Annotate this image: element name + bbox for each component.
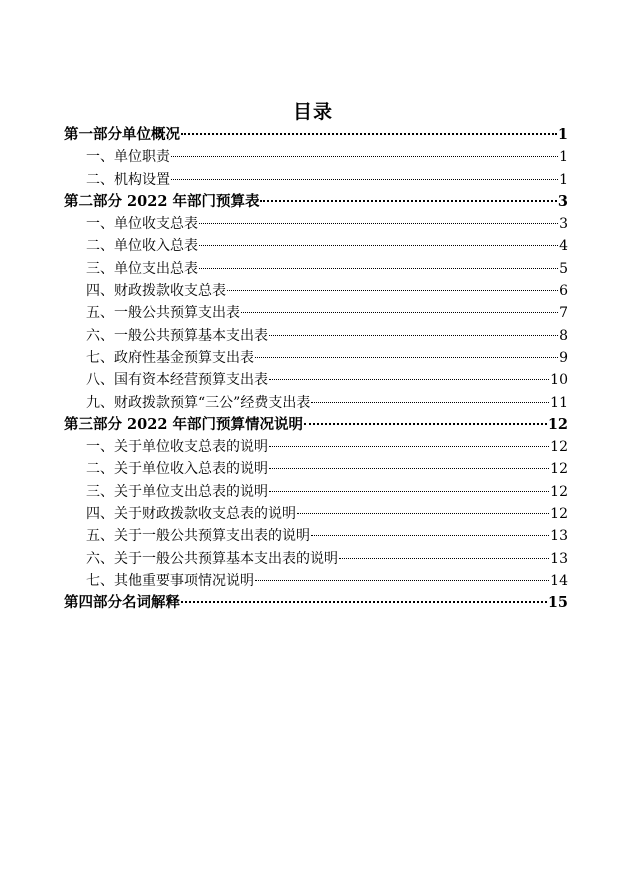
- toc-entry-label: 七、其他重要事项情况说明: [86, 572, 254, 589]
- toc-title: 目录: [292, 101, 333, 123]
- toc-entry-page: 12: [550, 483, 568, 500]
- toc-entry-label: 二、机构设置: [86, 171, 170, 188]
- toc-entry-page: 15: [547, 594, 568, 612]
- toc-entry-label: 四、关于财政拨款收支总表的说明: [86, 506, 296, 523]
- toc-entry-page: 6: [559, 283, 568, 300]
- dot-leader: [199, 223, 558, 224]
- toc-entry-page: 1: [559, 171, 568, 188]
- dot-leader: [269, 335, 558, 336]
- toc-entry-label: 五、一般公共预算支出表: [86, 305, 240, 322]
- dot-leader: [199, 268, 558, 269]
- dot-leader: [304, 423, 547, 425]
- dot-leader: [260, 200, 556, 202]
- toc-entry-label: 一、单位职责: [86, 149, 170, 166]
- toc-entry-page: 3: [559, 216, 568, 233]
- dot-leader: [269, 468, 549, 469]
- dot-leader: [255, 357, 558, 358]
- toc-entry-label: 二、单位收入总表: [86, 238, 198, 255]
- toc-entry[interactable]: [64, 570, 568, 592]
- toc-entry-page: 7: [559, 305, 568, 322]
- toc-entry-page: 5: [559, 260, 568, 277]
- toc-entry-label: 一、关于单位收支总表的说明: [86, 439, 268, 456]
- toc-entry-page: 1: [557, 126, 568, 143]
- toc-entry-label: 二、关于单位收入总表的说明: [86, 461, 268, 478]
- toc-entry[interactable]: [64, 458, 568, 480]
- toc-entry-label: 九、财政拨款预算“三公”经费支出表: [86, 394, 311, 411]
- toc-entry-page: 3: [557, 192, 568, 210]
- dot-leader: [181, 133, 557, 135]
- toc-entry-page: 14: [550, 572, 568, 589]
- dot-leader: [269, 379, 549, 380]
- dot-leader: [311, 402, 549, 403]
- toc-entry-page: 10: [550, 372, 568, 389]
- toc-entry[interactable]: [64, 302, 568, 324]
- toc-entry[interactable]: [64, 258, 568, 280]
- toc-entry[interactable]: [64, 235, 568, 257]
- dot-leader: [181, 601, 547, 603]
- toc-entry-label: 六、一般公共预算基本支出表: [86, 327, 268, 344]
- toc-entry-page: 9: [559, 349, 568, 366]
- toc-entry[interactable]: [64, 124, 568, 146]
- toc-entry[interactable]: [64, 525, 568, 547]
- dot-leader: [241, 312, 558, 313]
- toc-entry-page: 12: [550, 506, 568, 523]
- toc-entry-label: 五、关于一般公共预算支出表的说明: [86, 528, 310, 545]
- toc-entry-label: 第四部分名词解释: [64, 594, 180, 612]
- toc-entry-page: 4: [559, 238, 568, 255]
- toc-entry[interactable]: [64, 191, 568, 213]
- toc-entry-page: 12: [550, 439, 568, 456]
- dot-leader: [269, 446, 549, 447]
- toc-entry-page: 11: [550, 394, 568, 411]
- toc-entry[interactable]: [64, 548, 568, 570]
- dot-leader: [269, 491, 549, 492]
- toc-entry[interactable]: [64, 503, 568, 525]
- toc-entry-label: 七、政府性基金预算支出表: [86, 349, 254, 366]
- toc-entry-label: 四、财政拨款收支总表: [86, 283, 226, 300]
- toc-entry-label: 一、单位收支总表: [86, 216, 198, 233]
- toc-entry-label: 六、关于一般公共预算基本支出表的说明: [86, 550, 338, 567]
- toc-entry-label: 第二部分 2022 年部门预算表: [64, 192, 260, 210]
- toc-entry-label: 八、国有资本经营预算支出表: [86, 372, 268, 389]
- toc-entry[interactable]: [64, 213, 568, 235]
- toc-entry[interactable]: [64, 347, 568, 369]
- toc-entry[interactable]: [64, 325, 568, 347]
- dot-leader: [171, 179, 558, 180]
- dot-leader: [171, 156, 558, 157]
- toc-entry[interactable]: [64, 369, 568, 391]
- toc-entry-label: 三、关于单位支出总表的说明: [86, 483, 268, 500]
- toc-entry[interactable]: [64, 280, 568, 302]
- toc-entry-page: 8: [559, 327, 568, 344]
- toc-entry[interactable]: [64, 481, 568, 503]
- toc-entry-page: 12: [550, 461, 568, 478]
- dot-leader: [311, 535, 549, 536]
- toc-entry-label: 第三部分 2022 年部门预算情况说明: [64, 415, 303, 433]
- toc-entry-page: 13: [550, 528, 568, 545]
- toc-entry[interactable]: [64, 414, 568, 436]
- dot-leader: [199, 245, 558, 246]
- toc-entry-page: 1: [559, 149, 568, 166]
- toc-entry-page: 12: [547, 415, 568, 433]
- dot-leader: [227, 290, 558, 291]
- dot-leader: [297, 513, 549, 514]
- toc-entry-page: 13: [550, 550, 568, 567]
- dot-leader: [255, 580, 549, 581]
- toc-entry-label: 三、单位支出总表: [86, 260, 198, 277]
- toc-entry[interactable]: [64, 592, 568, 614]
- dot-leader: [339, 558, 549, 559]
- table-of-contents: [64, 124, 568, 615]
- toc-entry[interactable]: [64, 436, 568, 458]
- toc-entry[interactable]: [64, 146, 568, 168]
- toc-entry[interactable]: [64, 392, 568, 414]
- toc-entry[interactable]: [64, 169, 568, 191]
- toc-entry-label: 第一部分单位概况: [64, 126, 180, 143]
